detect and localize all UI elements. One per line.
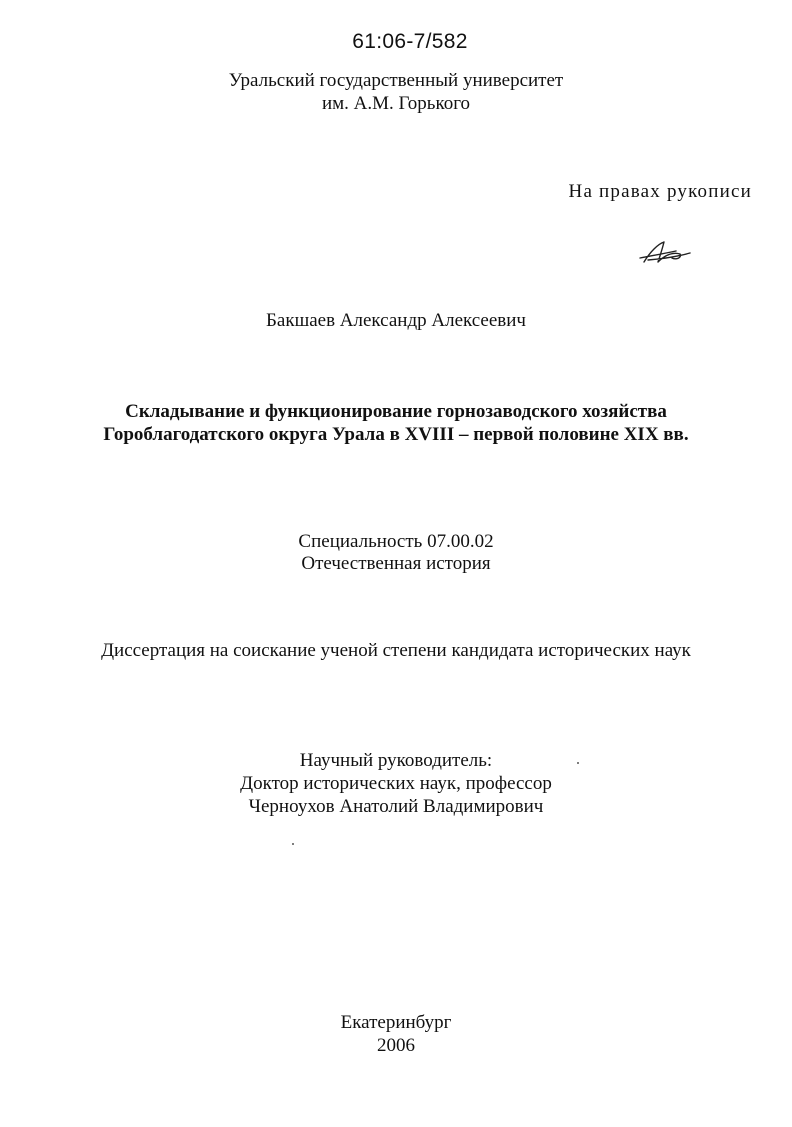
dissertation-note: Диссертация на соискание ученой степени кандидата исторических наук	[101, 640, 691, 661]
university-name: Уральский государственный университет	[228, 70, 564, 91]
scan-speck	[577, 762, 579, 764]
supervisor-label: Научный руководитель:	[299, 750, 493, 771]
registration-stamp: 61:06-7/582	[352, 30, 468, 53]
supervisor-name: Черноухов Анатолий Владимирович	[248, 796, 544, 817]
title-line-2: Гороблагодатского округа Урала в XVIII – первой половине XIX вв.	[103, 424, 689, 445]
specialty-code: Специальность 07.00.02	[298, 531, 494, 552]
supervisor-degree: Доктор исторических наук, профессор	[240, 773, 552, 794]
specialty-name: Отечественная история	[301, 553, 491, 574]
manuscript-note: На правах рукописи	[568, 181, 752, 202]
city: Екатеринбург	[340, 1012, 452, 1033]
author-name: Бакшаев Александр Алексеевич	[266, 310, 526, 331]
title-line-1: Складывание и функционирование горнозаводского хозяйства	[125, 401, 667, 422]
signature-mark	[636, 238, 694, 268]
scan-speck	[292, 843, 294, 845]
university-named-after: им. А.М. Горького	[321, 93, 471, 114]
year: 2006	[377, 1035, 415, 1056]
